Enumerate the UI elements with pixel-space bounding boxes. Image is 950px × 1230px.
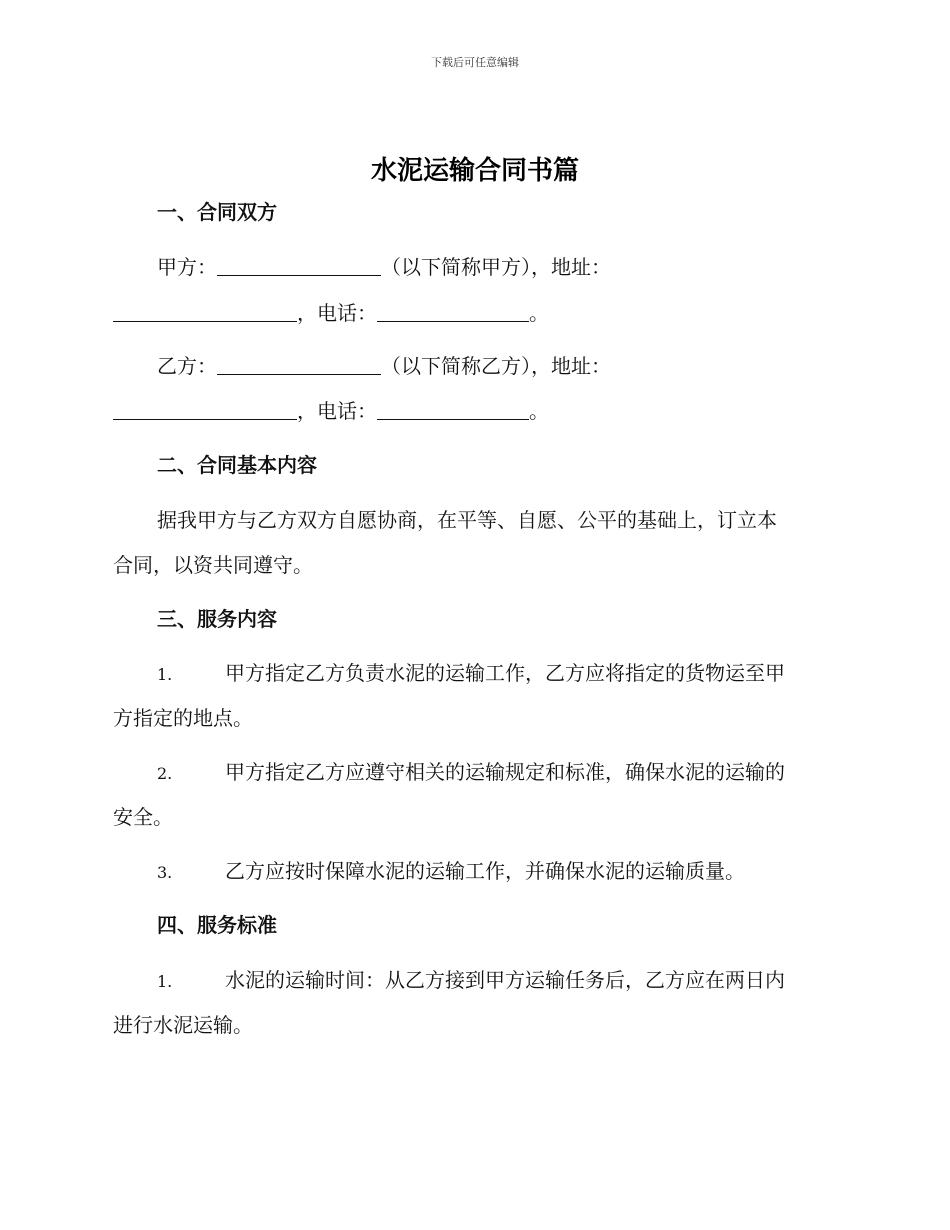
header-note: 下载后可任意编辑 xyxy=(431,56,519,69)
party-b-label: 乙方： xyxy=(157,354,217,378)
party-b-phone-label: ，电话： xyxy=(297,399,377,423)
basic-content-line-1: 据我甲方与乙方双方自愿协商，在平等、自愿、公平的基础上，订立本 xyxy=(157,508,777,532)
party-b-contact-line xyxy=(113,396,838,426)
list-number: 1. xyxy=(157,665,173,684)
document-title: 水泥运输合同书篇 xyxy=(370,156,579,186)
list-number: 2. xyxy=(157,764,173,783)
standard-item-1 xyxy=(157,965,838,997)
party-a-phone-label: ，电话： xyxy=(297,301,377,325)
service-item-3-text: 乙方应按时保障水泥的运输工作，并确保水泥的运输质量。 xyxy=(225,859,745,883)
section-heading-service-standard: 四、服务标准 xyxy=(157,913,277,937)
party-a-label: 甲方： xyxy=(157,255,217,279)
service-item-2 xyxy=(157,757,838,789)
party-a-line xyxy=(157,252,838,282)
service-item-2-cont: 安全。 xyxy=(113,805,173,829)
standard-item-1-cont: 进行水泥运输。 xyxy=(113,1013,253,1037)
party-b-phone-blank[interactable] xyxy=(377,399,529,420)
party-a-address-blank[interactable] xyxy=(113,301,297,322)
list-number: 3. xyxy=(157,863,173,882)
party-b-address-blank[interactable] xyxy=(113,399,297,420)
section-heading-service-content: 三、服务内容 xyxy=(157,607,277,631)
list-number: 1. xyxy=(157,972,173,991)
party-b-name-blank[interactable] xyxy=(217,354,381,375)
service-item-1-text: 甲方指定乙方负责水泥的运输工作，乙方应将指定的货物运至甲 xyxy=(225,661,785,685)
basic-content-line-2: 合同，以资共同遵守。 xyxy=(113,553,313,577)
party-a-end: 。 xyxy=(529,301,549,325)
section-heading-basic-content: 二、合同基本内容 xyxy=(157,453,317,477)
party-b-end: 。 xyxy=(529,399,549,423)
party-b-abbr: （以下简称乙方），地址： xyxy=(381,354,611,378)
party-a-abbr: （以下简称甲方），地址： xyxy=(381,255,611,279)
service-item-3 xyxy=(157,856,838,888)
service-item-1-cont: 方指定的地点。 xyxy=(113,706,253,730)
section-heading-parties: 一、合同双方 xyxy=(157,200,277,224)
party-a-phone-blank[interactable] xyxy=(377,301,529,322)
service-item-1 xyxy=(157,658,838,690)
service-item-2-text: 甲方指定乙方应遵守相关的运输规定和标准，确保水泥的运输的 xyxy=(225,760,785,784)
standard-item-1-text: 水泥的运输时间：从乙方接到甲方运输任务后，乙方应在两日内 xyxy=(225,968,785,992)
party-b-line xyxy=(157,351,838,381)
party-a-contact-line xyxy=(113,298,838,328)
party-a-name-blank[interactable] xyxy=(217,255,381,276)
